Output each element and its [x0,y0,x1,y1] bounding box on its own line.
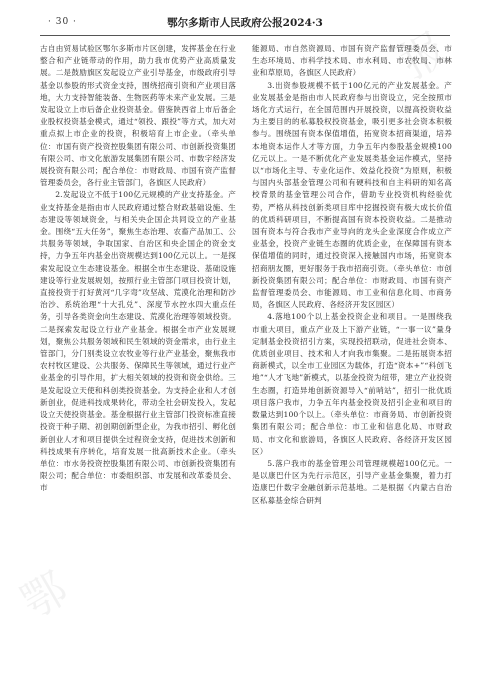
left-column [40,43,236,673]
page-header [40,12,450,36]
watermark-left: 鄂 [12,562,77,629]
page-number: · 30 · [48,17,77,27]
header-rule [40,35,450,36]
paragraph: 3.出资参股规模不低于100亿元的产业发展基金。产业发展基金是指由市人民政府参与出资设立，完全按照市场化方式运行，在全国范围内开展投资，以提高投资收益为主要目的的私募股权投资基金，吸引更多社会资本积极参与。围绕国有资本保值增值，拓宽资本招商渠道，培养本地资本运作人才等方面，力争五年内参股基金规模100亿元以上。一是不断优化产业发展类基金运作模式，坚持以“市场化主导、专业化运作、效益化投资”为原则，积极与国内头部基金管理公司和有硬科技和自主科研的知名高校背景的基金管理公司合作，借助专业投资机构经验优势，严格从科技创新类项目库中挖掘投资有极大成长价值的优质科研项目，不断提高国有资本投资收益。二是推动国有资本与符合我市产业导向的龙头企业深度合作成立产业基金，投资产业链生态圈的优质企业，在保障国有资本保值增值的同时，通过投资深入接触国内市场，拓宽资本招商朋友圈，更好服务于我市招商引资。（牵头单位：市创新投资集团有限公司；配合单位：市财政局、市国有资产监督管理委员会、市能源局、市工业和信息化局、市商务局，各旗区人民政府、各经济开发区园区） [252,80,452,310]
paragraph: 5.落户我市的基金管理公司管理规模超100亿元。一是以康巴什区为先行示范区，引导产业基金集聚，着力打造康巴什数字金融创新示范基地。二是根据《内蒙古自治区私募基金综合研判 [252,458,452,505]
paragraph: 古自由贸易试验区鄂尔多斯市片区创建，发挥基金在行业整合和产业链带动的作用，助力我市优势产业高质量发展。二是鼓励旗区发起设立产业引导基金，市级政府引导基金以参股的形式资金支持，围绕招商引资和产业项目落地，大力支持智能装备、生物医药等未来产业发展。三是发起设立上市后备企业投资基金。借鉴陕西省上市后备企业股权投资基金模式，通过“领投、跟投”等方式，加大对重点拟上市企业的投资，积极培育上市企业。（牵头单位：市国有资产投资控股集团有限公司、市创新投资集团有限公司、市文化旅游发展集团有限公司、市数字经济发展投资有限公司；配合单位：市财政局、市国有资产监督管理委员会，各行业主管部门，各旗区人民政府） [40,44,236,188]
paragraph: 2.发起设立不低于100亿元规模的产业支持基金。产业支持基金是指由市人民政府通过整合财政基础设施、生态建设等领域资金，与相关央企国企共同设立的产业基金。围绕“五大任务”，聚焦生态治理、农畜产品加工、公共服务等领域，争取国家、自治区和央企国企的资金支持，力争五年内基金出资规模达到100亿元以上。一是探索发起设立生态建设基金。根据全市生态建设、基础设施建设等行业发展规划，按照行业主管部门项目投资计划，直接投资于打好黄河“几字弯”攻坚战、荒漠化治理和防沙治沙、系统治理“十大孔兑”、深度节水控水四大重点任务，引导各类资金向生态建设、荒漠化治理等领域投资。二是探索发起设立行业产业基金。根据全市产业发展规划，聚焦公共服务领域和民生领域的资金需求，由行业主管部门，分门别类设立农牧业等行业产业基金，聚焦我市农村牧区建设、公共服务、保障民生等领域，通过行业产业基金的引导作用，扩大相关领域的投资和资金供给。三是发起设立天使和科创类投资基金。为支持企业和人才创新创业，促进科技成果转化，带动全社会研发投入，发起设立天使投资基金。基金根据行业主管部门投资标准直接投资于种子期、初创期创新型企业，为我市招引、孵化创新创业人才和项目提供全过程资金支持，促进技术创新和科技成果有序转化，培育发展一批高新技术企业。（牵头单位：市水务投资控股集团有限公司、市创新投资集团有限公司；配合单位：市委组织部、市发展和改革委员会、市 [40,190,236,493]
journal-title: 鄂尔多斯市人民政府公报2024·3 [167,17,323,29]
watermark-right: 报 [392,22,457,89]
paragraph: 能源局、市自然资源局、市国有资产监督管理委员会、市生态环境局、市科学技术局、市水利局、市农牧局、市林业和草原局，各旗区人民政府） [252,44,452,78]
paragraph: 4.落地100个以上基金投资企业和项目。一是围绕我市重大项目，重点产业及上下游产业链，“一事一议”量身定制基金投资招引方案，实现投招联动，促进社会资本、优质创业项目、技术和人才向我市集聚。二是拓展资本招商新模式，以全市工业园区为载体，打造“资本+”“科创飞地”“人才飞地”新模式，以基金投资为纽带，建立产业投资生态圈，打造异地创新资源导入“前哨站”，招引一批优质项目落户我市，力争五年内基金投资及招引企业和项目的数量达到100个以上。（牵头单位：市商务局、市创新投资集团有限公司；配合单位：市工业和信息化局、市财政局、市文化和旅游局，各旗区人民政府、各经济开发区园区） [252,312,452,456]
right-column [252,43,452,673]
